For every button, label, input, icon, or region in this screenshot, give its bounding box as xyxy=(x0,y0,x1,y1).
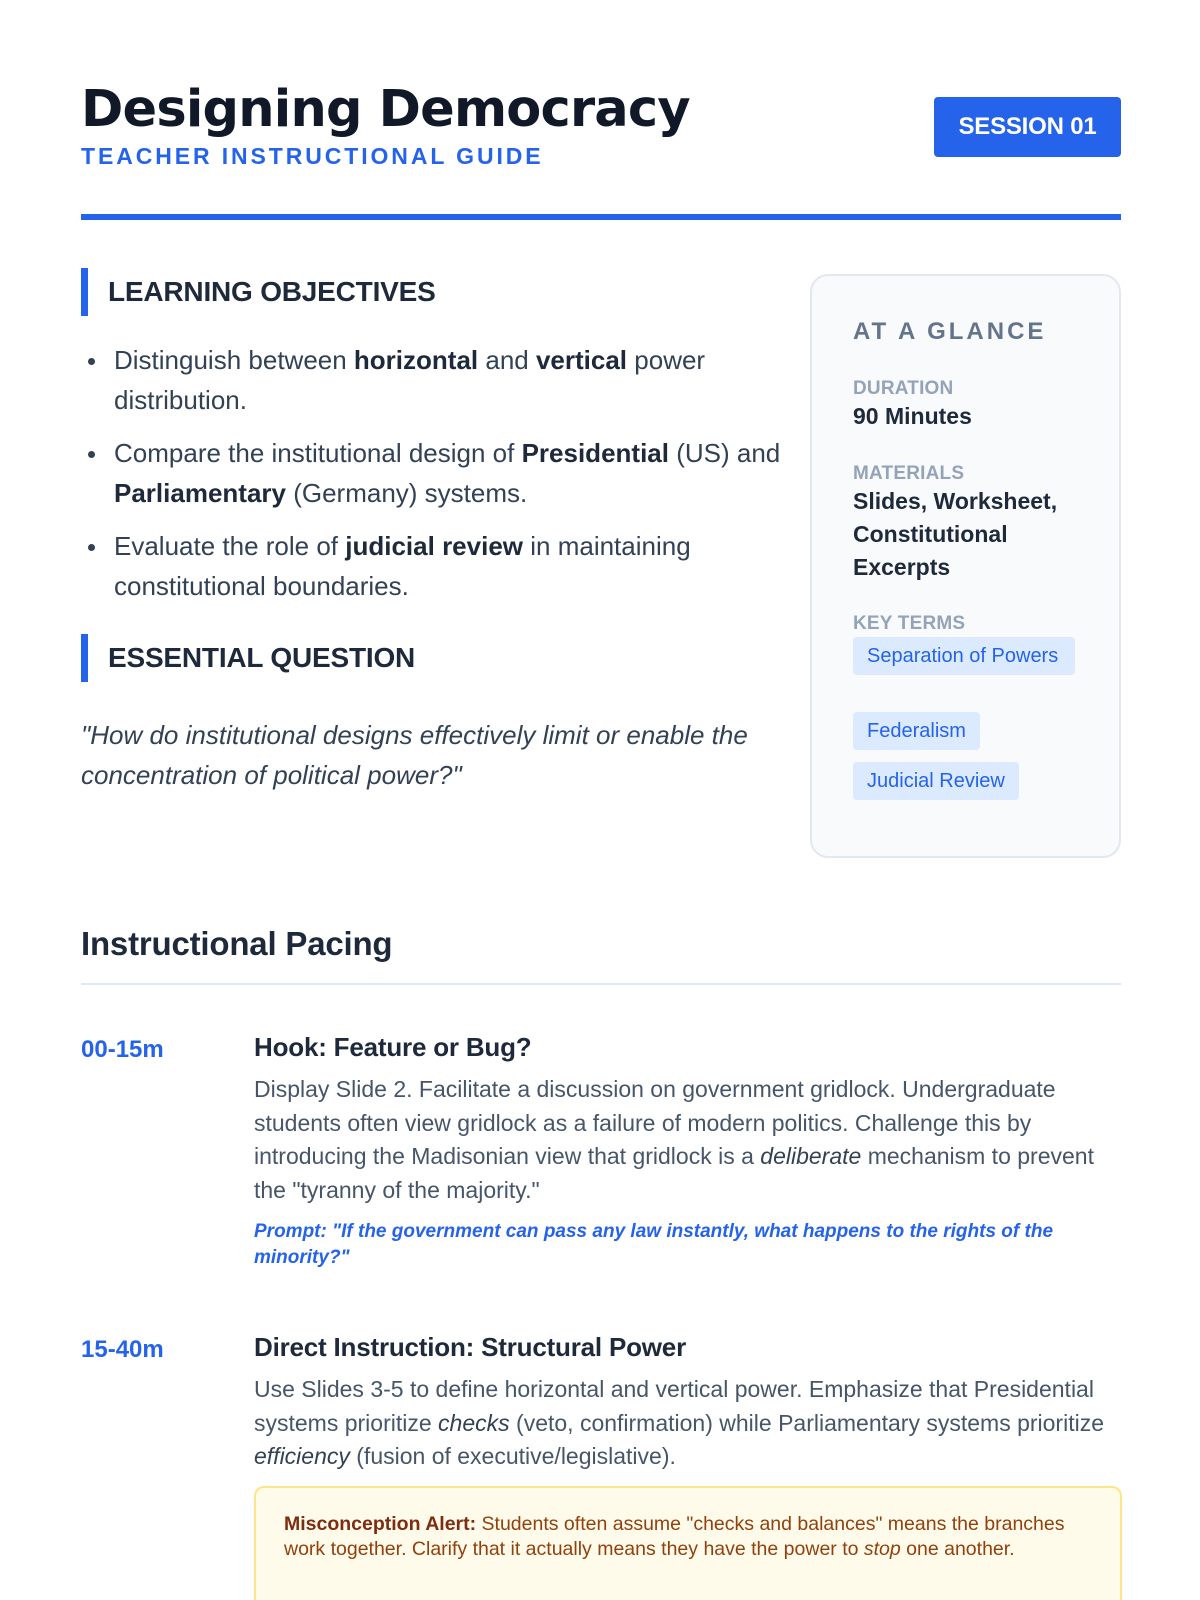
step-text: Display Slide 2. Facilitate a discussion on government gridlock. Undergraduate students often view gridlock as a failure of modern politics. Challenge this by introducing the Madisonian view that gridlock is a xyxy=(254,1076,1056,1169)
step-text: Use Slides 3-5 to define horizontal and vertical power. Emphasize that Presidential systems prioritize xyxy=(254,1376,1094,1436)
page-title: Designing Democracy xyxy=(81,80,690,139)
page-subtitle: TEACHER INSTRUCTIONAL GUIDE xyxy=(81,143,544,169)
header-divider xyxy=(81,214,1121,220)
alert-label: Misconception Alert: xyxy=(284,1513,477,1535)
key-term-tag: Separation of Powers xyxy=(853,637,1075,675)
step-time: 00-15m xyxy=(81,1036,164,1063)
objective-key-term: judicial review xyxy=(345,531,524,561)
step-text: (veto, confirmation) while Parliamentary systems prioritize xyxy=(509,1409,1104,1436)
instructional-pacing-heading: Instructional Pacing xyxy=(81,925,393,962)
objective-item xyxy=(81,340,801,420)
objective-item xyxy=(81,526,801,606)
step-text: mechanism to prevent the "tyranny of the majority." xyxy=(254,1143,1094,1203)
misconception-alert xyxy=(254,1486,1122,1600)
step-description xyxy=(254,1373,1122,1474)
step-time: 15-40m xyxy=(81,1336,164,1363)
at-a-glance-title: AT A GLANCE xyxy=(853,318,1047,345)
pacing-divider xyxy=(81,983,1121,985)
learning-objectives-heading: LEARNING OBJECTIVES xyxy=(81,268,781,316)
objective-text: power distribution. xyxy=(114,345,706,415)
objective-key-term: Parliamentary xyxy=(114,478,286,508)
step-text: (fusion of executive/legislative). xyxy=(349,1443,676,1469)
instructional-guide-page xyxy=(81,0,1121,1600)
objective-key-term: Presidential xyxy=(521,438,669,468)
essential-question-text: "How do institutional designs effectively limit or enable the concentration of political power?" xyxy=(81,720,748,790)
alert-text-end: one another. xyxy=(900,1538,1015,1560)
objective-item xyxy=(81,433,801,513)
step-description xyxy=(254,1073,1122,1207)
objective-key-term: vertical xyxy=(535,345,628,375)
step-emphasis: deliberate xyxy=(760,1143,862,1169)
discussion-prompt: Prompt: "If the government can pass any law instantly, what happens to the rights of the minority?" xyxy=(254,1221,1054,1268)
learning-objectives-list xyxy=(81,340,801,619)
alert-text: Students often assume "checks and balances" means the branches work together. Clarify that it actually means they have the power to xyxy=(284,1513,1065,1560)
key-term-tag: Judicial Review xyxy=(853,762,1019,800)
objective-text: Evaluate the role of xyxy=(114,531,346,561)
alert-emphasis: stop xyxy=(863,1538,901,1560)
session-badge: SESSION 01 xyxy=(934,97,1121,157)
materials-value: Slides, Worksheet, Constitutional Excerpts xyxy=(853,488,1058,580)
materials-label: MATERIALS xyxy=(853,463,965,484)
objective-text: (US) and xyxy=(668,438,781,468)
key-terms-label: KEY TERMS xyxy=(853,613,966,634)
objective-text: and xyxy=(478,345,536,375)
header xyxy=(81,78,1121,220)
duration-label: DURATION xyxy=(853,378,954,399)
objective-text: Distinguish between xyxy=(114,345,354,375)
essential-question-heading: ESSENTIAL QUESTION xyxy=(81,634,781,682)
objective-key-term: horizontal xyxy=(353,345,479,375)
at-a-glance-card xyxy=(810,274,1121,858)
key-term-tag: Federalism xyxy=(853,712,980,750)
step-title: Hook: Feature or Bug? xyxy=(254,1032,532,1062)
step-emphasis: checks xyxy=(438,1409,510,1436)
step-emphasis: efficiency xyxy=(254,1443,350,1469)
step-title: Direct Instruction: Structural Power xyxy=(254,1332,686,1362)
objective-text: Compare the institutional design of xyxy=(114,438,522,468)
duration-value: 90 Minutes xyxy=(853,403,972,429)
objective-text: in maintaining constitutional boundaries. xyxy=(114,531,691,601)
objective-text: (Germany) systems. xyxy=(285,478,528,508)
